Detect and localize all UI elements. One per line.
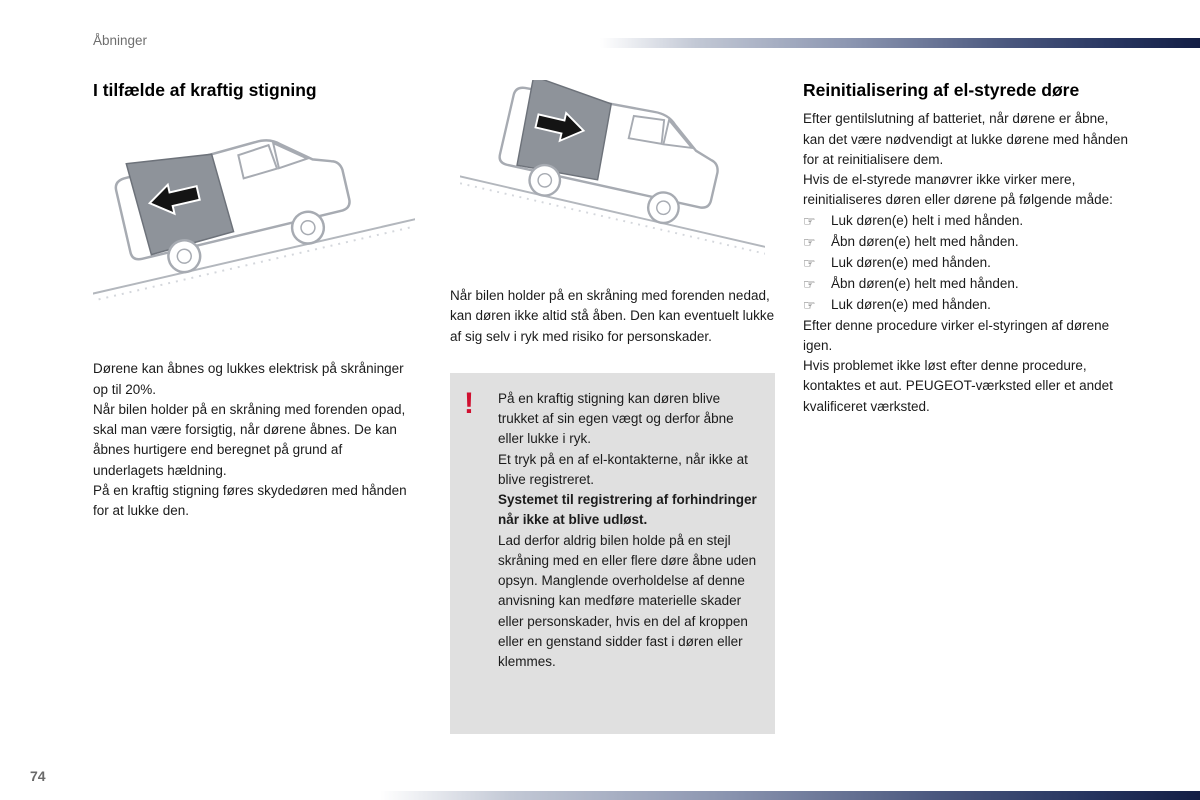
running-header: Åbninger — [93, 33, 148, 48]
pointing-hand-icon: ☞ — [803, 212, 816, 229]
pointing-hand-icon: ☞ — [803, 275, 816, 292]
right-paragraph: Efter gentilslutning af batteriet, når dørene er åbne, kan det være nødvendigt at lukke dørene med hånden for at reinitialisere dem. — [803, 111, 1128, 167]
right-paragraph: Efter denne procedure virker el-styringen af dørene igen. — [803, 317, 1110, 353]
left-paragraph: På en kraftig stigning føres skydedøren med hånden for at lukke den. — [93, 482, 407, 519]
left-section-title: I tilfælde af kraftig stigning — [93, 80, 317, 100]
list-item-text: Åbn døren(e) helt med hånden. — [831, 275, 1019, 291]
right-column — [803, 80, 1128, 417]
list-item — [803, 274, 1128, 295]
warning-paragraph: Et tryk på en af el-kontakterne, når ikke at blive registreret. — [498, 451, 748, 487]
list-item — [803, 232, 1128, 253]
right-paragraph: Hvis de el-styrede manøvrer ikke virker mere, reinitialiseres døren eller dørene på følgende måde: — [803, 172, 1113, 208]
list-item — [803, 253, 1128, 274]
procedure-list — [803, 211, 1128, 316]
middle-column — [450, 80, 775, 734]
bottom-gradient-bar — [380, 791, 1200, 800]
left-paragraph: Dørene kan åbnes og lukkes elektrisk på skråninger op til 20%. — [93, 361, 404, 397]
warning-text — [498, 389, 761, 673]
left-paragraph: Når bilen holder på en skråning med forenden opad, skal man være forsigtig, når dørene åbnes. De kan åbnes hurtigere end beregnet på grund af underlagets hældning. — [93, 401, 406, 478]
top-gradient-bar — [600, 38, 1200, 48]
list-item-text: Luk døren(e) med hånden. — [831, 254, 991, 270]
warning-paragraph-bold: Systemet til registrering af forhindringer når ikke at blive udløst. — [498, 492, 757, 528]
van-slope-front-up-illustration — [93, 109, 415, 347]
list-item-text: Luk døren(e) helt i med hånden. — [831, 212, 1024, 228]
warning-exclamation-icon: ! — [464, 386, 474, 420]
warning-paragraph: På en kraftig stigning kan døren blive trukket af sin egen vægt og derfor åbne eller lukke i ryk. — [498, 390, 734, 447]
list-item — [803, 295, 1128, 316]
page-number: 74 — [30, 768, 46, 784]
right-section-title: Reinitialisering af el-styrede døre — [803, 80, 1080, 100]
left-column — [93, 80, 415, 521]
warning-paragraph: Lad derfor aldrig bilen holde på en stejl skråning med en eller flere døre åbne uden opsyn. Manglende overholdelse af denne anvisning kan medføre materielle skader eller personskader, hvis en del af kroppen eller en genstand sidder fast i døren eller klemmes. — [498, 532, 757, 669]
list-item-text: Åbn døren(e) helt med hånden. — [831, 233, 1019, 249]
middle-caption: Når bilen holder på en skråning med forenden nedad, kan døren ikke altid stå åben. Den kan eventuelt lukke af sig selv i ryk med risiko for personskader. — [450, 288, 775, 344]
list-item-text: Luk døren(e) med hånden. — [831, 296, 991, 312]
pointing-hand-icon: ☞ — [803, 254, 816, 271]
list-item — [803, 211, 1128, 232]
warning-box — [450, 373, 775, 735]
right-paragraph: Hvis problemet ikke løst efter denne procedure, kontaktes et aut. PEUGEOT-værksted eller et andet kvalificeret værksted. — [803, 358, 1113, 414]
pointing-hand-icon: ☞ — [803, 233, 816, 250]
van-slope-front-down-illustration — [460, 80, 765, 276]
pointing-hand-icon: ☞ — [803, 296, 816, 313]
